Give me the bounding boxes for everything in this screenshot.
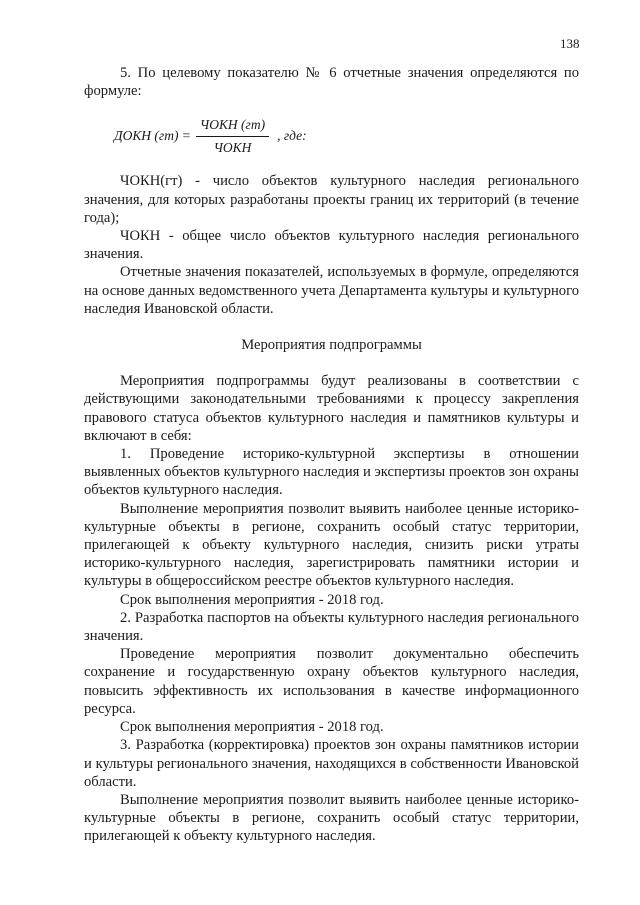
spacer <box>84 318 579 336</box>
list-item-2-term: Срок выполнения мероприятия - 2018 год. <box>120 719 384 736</box>
list-item-3-result: Выполнение мероприятия позволит выявить наиболее ценные историко-культурные объекты в регионе, сохранить особый статус территории, прилегающей к объекту культурного наследия. <box>84 791 579 845</box>
list-item-2: 2. Разработка паспортов на объекты культурного наследия регионального значения. <box>84 609 579 645</box>
paragraph-data-sources: Отчетные значения показателей, используемых в формуле, определяются на основе данных ведомственного учета Департамента культуры и культурного наследия Ивановской области. <box>84 264 579 317</box>
document-body <box>84 64 579 846</box>
list-item-1-result: Выполнение мероприятия позволит выявить наиболее ценные историко-культурные объекты в регионе, сохранить особый статус территории, прилегающей к объекту культурного наследия, снизить риски утраты историко-культурного наследия, зарегистрировать памятники истории и культуры в общероссийском реестре объектов культурного наследия. <box>84 500 579 590</box>
formula-suffix: , где: <box>277 128 307 144</box>
paragraph-intro: Мероприятия подпрограммы будут реализованы в соответствии с действующими законодательными требованиями к процессу закрепления правового статуса объектов культурного наследия и памятников культуры и включают в себя: <box>84 373 579 444</box>
formula-lhs: ДОКН (гт) = <box>114 128 191 144</box>
definition-denominator: ЧОКН - общее число объектов культурного наследия регионального значения. <box>84 228 579 263</box>
page-number: 138 <box>560 36 580 51</box>
formula-fraction <box>196 116 269 157</box>
formula-denominator: ЧОКН <box>213 139 252 155</box>
list-item-1-term: Срок выполнения мероприятия - 2018 год. <box>120 591 384 608</box>
list-item-1: 1. Проведение историко-культурной экспертизы в отношении выявленных объектов культурного наследия и экспертизы проектов зон охраны объектов культурного наследия. <box>84 446 579 499</box>
spacer <box>84 354 579 372</box>
section-heading: Мероприятия подпрограммы <box>241 337 422 354</box>
formula-numerator: ЧОКН (гт) <box>196 116 269 137</box>
formula <box>84 100 579 172</box>
list-item-2-result: Проведение мероприятия позволит документально обеспечить сохранение и государственную охрану объектов культурного наследия, повысить эффективность их использования в качестве информационного ресурса. <box>84 646 579 717</box>
definition-numerator: ЧОКН(гт) - число объектов культурного наследия регионального значения, для которых разработаны проекты границ их территорий (в течение года); <box>84 173 579 226</box>
paragraph-indicator-6: 5. По целевому показателю № 6 отчетные значения определяются по формуле: <box>84 65 579 100</box>
list-item-3: 3. Разработка (корректировка) проектов зон охраны памятников истории и культуры регионального значения, находящихся в собственности Ивановской области. <box>84 737 579 790</box>
